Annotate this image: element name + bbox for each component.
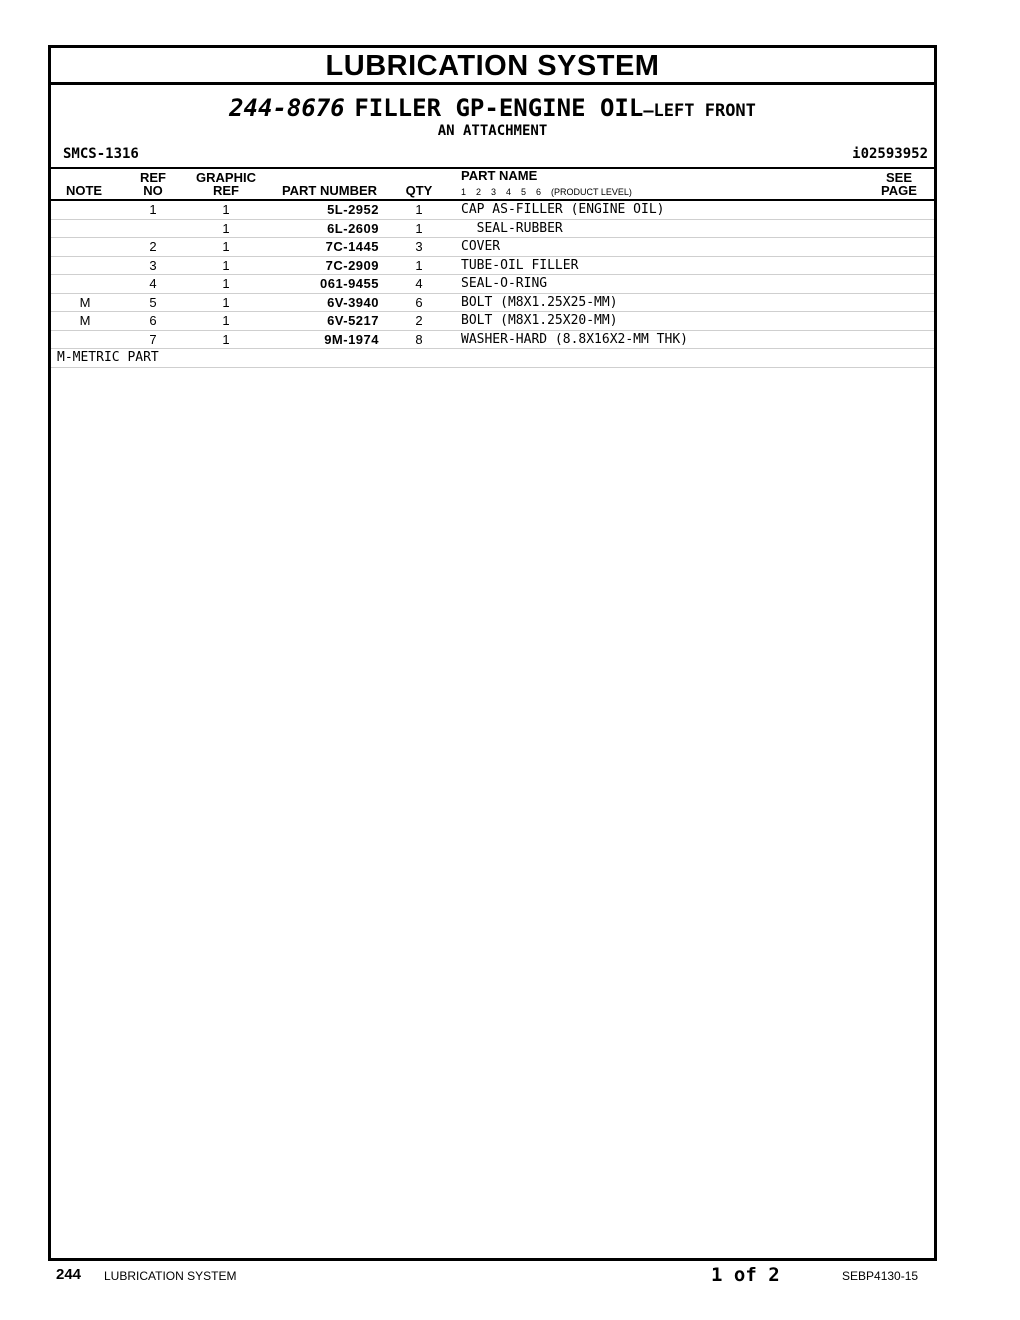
cell-part-number: 5L-2952 [327,202,379,217]
cell-note: M [79,294,91,310]
cell-part-number: 6V-5217 [327,313,379,328]
cell-part-number: 6V-3940 [327,294,379,310]
footnote-metric-part: M-METRIC PART [57,350,159,365]
cell-part-number: 7C-1445 [325,239,379,254]
smcs-row [51,139,934,169]
cell-qty: 1 [415,220,423,236]
header-ref-no [133,171,173,197]
group-suffix: —LEFT FRONT [643,101,756,121]
smcs-code: SMCS-1316 [63,146,139,162]
cell-part-name: CAP AS-FILLER (ENGINE OIL) [461,202,665,217]
cell-graphic-ref: 1 [222,294,230,310]
group-name: FILLER GP-ENGINE OIL [354,94,644,122]
cell-qty: 2 [415,313,423,328]
cell-part-name: COVER [461,239,501,254]
table-row [51,312,934,331]
table-row [51,238,934,257]
table-row [51,257,934,276]
cell-ref-no: 3 [149,257,157,273]
cell-graphic-ref: 1 [222,257,230,273]
footer-document-id: SEBP4130-15 [842,1269,919,1283]
table-row [51,220,934,239]
cell-ref-no: 2 [149,239,157,254]
parts-table-body [51,201,934,368]
cell-qty: 1 [415,257,423,273]
cell-graphic-ref: 1 [222,276,230,291]
cell-part-name: BOLT (M8X1.25X25-MM) [461,294,618,310]
cell-qty: 8 [415,331,423,347]
footer-page-number: 244 [56,1266,82,1283]
cell-ref-no: 1 [149,202,157,217]
page-footer [0,1262,1020,1292]
cell-graphic-ref: 1 [222,239,230,254]
cell-qty: 6 [415,294,423,310]
header-see-page-text: SEE PAGE [881,170,917,198]
footnote-row [51,349,934,368]
table-row [51,201,934,220]
cell-graphic-ref: 1 [222,220,230,236]
parts-page-frame [48,45,937,1261]
table-row [51,331,934,350]
header-product-levels: 1 2 3 4 5 6 (PRODUCT LEVEL) [461,187,632,197]
group-number: 244-8676 [229,94,345,122]
cell-qty: 1 [415,202,423,217]
header-ref-no-text: REF NO [140,170,166,198]
header-graphic-ref-text: GRAPHIC REF [196,170,256,198]
cell-note: M [79,313,91,328]
table-header [51,169,934,201]
group-title [51,93,934,123]
cell-ref-no: 4 [149,276,157,291]
cell-qty: 3 [415,239,423,254]
cell-graphic-ref: 1 [222,202,230,217]
illustration-id: i02593952 [852,146,928,162]
cell-ref-no: 6 [149,313,157,328]
header-graphic-ref [191,171,261,197]
header-part-name: PART NAME [461,168,538,183]
cell-ref-no: 5 [149,294,157,310]
header-qty: QTY [405,183,433,198]
section-title: LUBRICATION SYSTEM [51,48,934,85]
table-row [51,294,934,313]
cell-part-number: 9M-1974 [324,331,379,347]
footer-section: LUBRICATION SYSTEM [104,1269,237,1283]
cell-graphic-ref: 1 [222,313,230,328]
header-see-page [874,171,924,197]
group-subtitle: AN ATTACHMENT [437,123,548,139]
cell-part-name: BOLT (M8X1.25X20-MM) [461,313,618,328]
header-part-number: PART NUMBER [281,183,378,198]
cell-part-name: TUBE-OIL FILLER [461,257,579,273]
cell-part-name: WASHER-HARD (8.8X16X2-MM THK) [461,331,688,347]
cell-graphic-ref: 1 [222,331,230,347]
footer-page-count: 1 of 2 [711,1264,780,1286]
header-note: NOTE [65,183,103,198]
cell-part-name: SEAL-O-RING [461,276,548,291]
cell-part-number: 7C-2909 [325,257,379,273]
cell-part-number: 6L-2609 [327,220,379,236]
cell-ref-no: 7 [149,331,157,347]
table-row [51,275,934,294]
cell-qty: 4 [415,276,423,291]
cell-part-name: SEAL-RUBBER [461,220,563,236]
cell-part-number: 061-9455 [320,276,379,291]
